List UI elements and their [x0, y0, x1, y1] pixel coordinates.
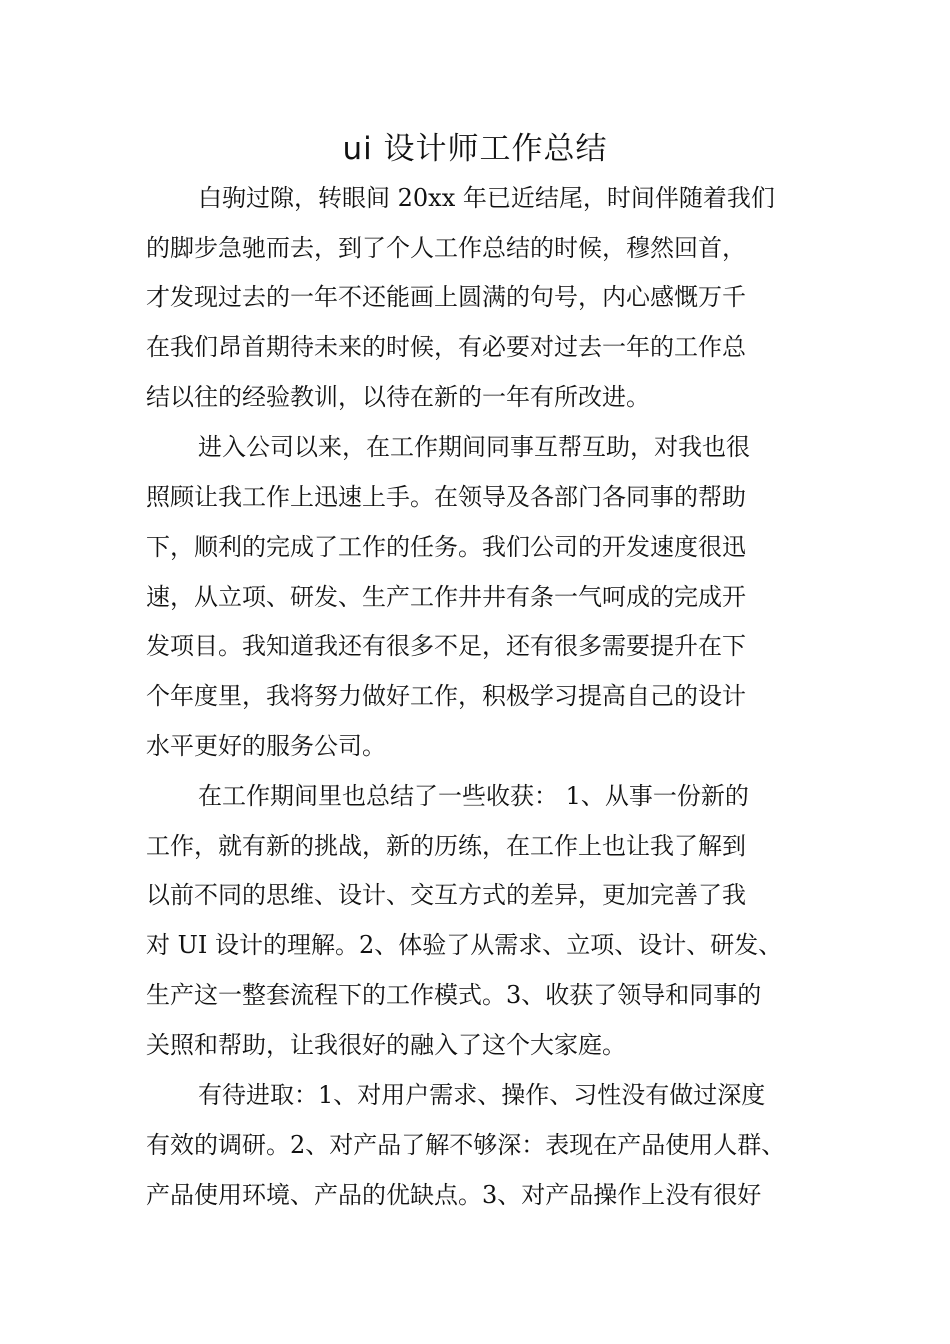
paragraph-line: 下，顺利的完成了工作的任务。我们公司的开发速度很迅: [146, 533, 746, 561]
paragraph-line: 产品使用环境、产品的优缺点。3、对产品操作上没有很好: [146, 1181, 762, 1209]
paragraph-line: 在我们昂首期待未来的时候，有必要对过去一年的工作总: [146, 333, 746, 361]
paragraph-line: 的脚步急驰而去，到了个人工作总结的时候，穆然回首，: [146, 234, 746, 262]
paragraph-line: 对 UI 设计的理解。2、体验了从需求、立项、设计、研发、: [146, 931, 783, 959]
paragraph-line: 才发现过去的一年不还能画上圆满的句号，内心感慨万千: [146, 283, 746, 311]
paragraph-line: 水平更好的服务公司。: [146, 732, 386, 760]
paragraph-line: 有待进取：1、对用户需求、操作、习性没有做过深度: [198, 1081, 766, 1109]
paragraph-line: 关照和帮助，让我很好的融入了这个大家庭。: [146, 1031, 626, 1059]
paragraph-line: 以前不同的思维、设计、交互方式的差异，更加完善了我: [146, 881, 746, 909]
paragraph-line: 生产这一整套流程下的工作模式。3、收获了领导和同事的: [146, 981, 762, 1009]
paragraph-line: 有效的调研。2、对产品了解不够深：表现在产品使用人群、: [146, 1131, 786, 1159]
paragraph-line: 照顾让我工作上迅速上手。在领导及各部门各同事的帮助: [146, 483, 746, 511]
paragraph-line: 白驹过隙，转眼间 20xx 年已近结尾，时间伴随着我们: [198, 184, 775, 212]
paragraph-line: 工作，就有新的挑战，新的历练，在工作上也让我了解到: [146, 832, 746, 860]
paragraph-line: 个年度里，我将努力做好工作，积极学习提高自己的设计: [146, 682, 746, 710]
paragraph-line: 结以往的经验教训，以待在新的一年有所改进。: [146, 383, 650, 411]
document-title: ui 设计师工作总结: [342, 131, 608, 167]
paragraph-line: 速，从立项、研发、生产工作井井有条一气呵成的完成开: [146, 583, 746, 611]
paragraph-line: 在工作期间里也总结了一些收获： 1、从事一份新的: [198, 782, 749, 810]
paragraph-line: 发项目。我知道我还有很多不足，还有很多需要提升在下: [146, 632, 746, 660]
paragraph-line: 进入公司以来，在工作期间同事互帮互助，对我也很: [198, 433, 750, 461]
